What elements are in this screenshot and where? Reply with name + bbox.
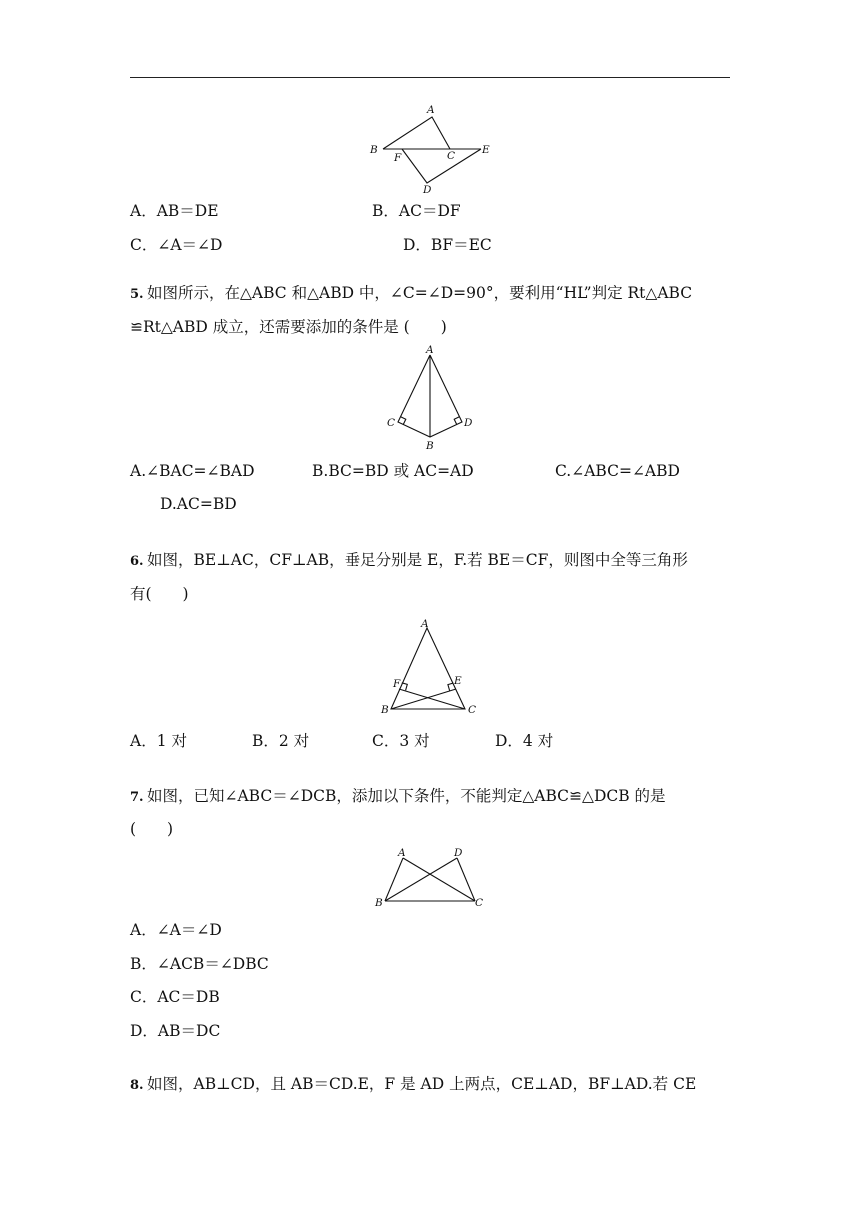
q5-option-c: C.∠ABC=∠ABD (555, 462, 680, 480)
q6-label-B: B (381, 704, 389, 716)
q4-label-F: F (394, 152, 402, 164)
q6-option-d: D．4 对 (495, 732, 554, 750)
q7-option-b: B．∠ACB＝∠DBC (130, 955, 269, 973)
q5-label-C: C (387, 417, 396, 429)
q8-stem-line1: 如图，AB⊥CD，且 AB＝CD.E，F 是 AD 上两点，CE⊥AD，BF⊥AD.若 CE (147, 1075, 697, 1093)
q4-option-b: B．AC＝DF (372, 202, 461, 220)
q5-number: 5. (130, 287, 144, 302)
q7-label-D: D (454, 847, 463, 859)
q4-label-E: E (482, 144, 490, 156)
q7-stem-line1: 如图，已知∠ABC＝∠DCB，添加以下条件，不能判定△ABC≌△DCB 的是 (147, 787, 666, 805)
q5-stem-line2: ≌Rt△ABD 成立，还需要添加的条件是 ( ) (130, 318, 447, 336)
q6-label-F: F (393, 678, 401, 690)
q4-label-D: D (423, 184, 432, 196)
q6-option-c: C．3 对 (372, 732, 430, 750)
q4-option-c: C．∠A＝∠D (130, 236, 223, 254)
q5-stem-line1: 如图所示，在△ABC 和△ABD 中，∠C=∠D=90°，要利用“HL”判定 Rt△ABC (147, 284, 693, 302)
q7-label-C: C (475, 897, 484, 909)
q7-number: 7. (130, 790, 144, 805)
q7-label-B: B (375, 897, 383, 909)
q7-label-A: A (398, 847, 406, 859)
q7-stem-line2: ( ) (130, 820, 174, 838)
q5-label-A: A (426, 344, 434, 356)
q4-label-B: B (370, 144, 378, 156)
q5-label-D: D (464, 417, 473, 429)
q4-label-A: A (427, 104, 435, 116)
q4-option-a: A．AB＝DE (130, 202, 219, 220)
q7-figure (372, 843, 490, 911)
q8-number: 8. (130, 1078, 144, 1093)
q6-label-A: A (421, 618, 429, 630)
q6-stem-line2: 有( ) (130, 585, 189, 603)
q5-option-b: B.BC=BD 或 AC=AD (312, 462, 474, 480)
q6-number: 6. (130, 554, 144, 569)
q6-option-a: A．1 对 (130, 732, 187, 750)
q4-label-C: C (447, 150, 456, 162)
q6-figure (378, 614, 484, 720)
q5-option-a: A.∠BAC=∠BAD (130, 462, 255, 480)
q5-label-B: B (426, 440, 434, 452)
q7-option-c: C．AC＝DB (130, 988, 220, 1006)
q5-option-d: D.AC=BD (160, 495, 237, 513)
q7-option-d: D．AB＝DC (130, 1022, 221, 1040)
q6-label-E: E (454, 675, 462, 687)
header-rule (130, 77, 730, 78)
q6-option-b: B．2 对 (252, 732, 310, 750)
q5-figure (383, 343, 478, 453)
q4-option-d: D．BF＝EC (403, 236, 492, 254)
q6-label-C: C (468, 704, 477, 716)
q6-stem-line1: 如图，BE⊥AC，CF⊥AB，垂足分别是 E，F.若 BE＝CF，则图中全等三角形 (147, 551, 688, 569)
q7-option-a: A．∠A＝∠D (130, 921, 222, 939)
q4-figure (365, 100, 495, 196)
